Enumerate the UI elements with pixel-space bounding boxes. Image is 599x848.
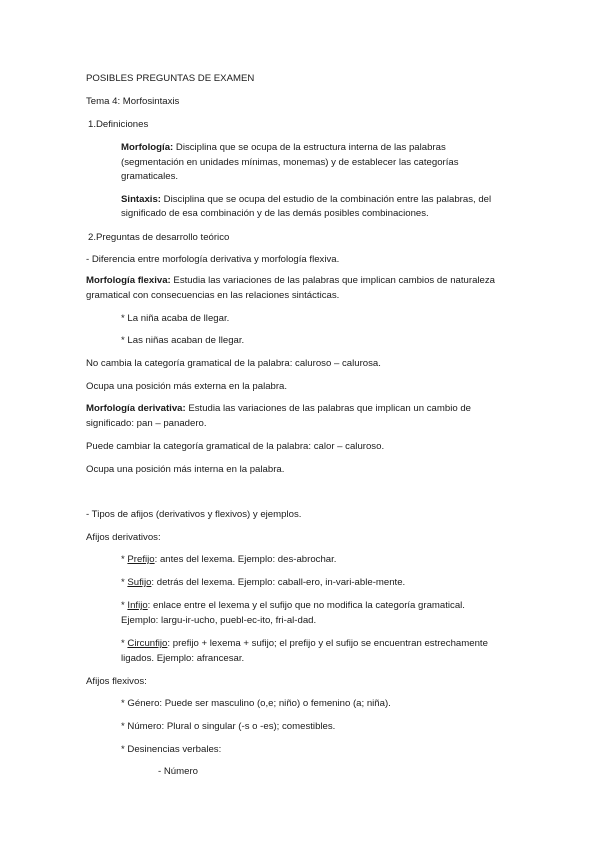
flexiva-line1 [86, 274, 495, 288]
circunfijo-text: : prefijo + lexema + sufijo; el prefijo y el sufijo se encuentran estrechamente [167, 638, 488, 649]
circunfijo-bullet: * [121, 638, 128, 649]
sufijo-bullet: * [121, 577, 128, 588]
circunfijo-item [121, 637, 488, 651]
numero-item: * Número: Plural o singular (-s o -es); comestibles. [121, 721, 336, 732]
section-desarrollo-heading: 2.Preguntas de desarrollo teórico [88, 232, 230, 243]
def-morfologia-line3: gramaticales. [121, 171, 179, 182]
afijos-flexivos-heading: Afijos flexivos: [86, 676, 147, 687]
def-morfologia-term: Morfología: [121, 142, 174, 153]
desinencias-numero-subitem: - Número [158, 766, 198, 777]
topic-heading: Tema 4: Morfosintaxis [86, 96, 180, 107]
infijo-text: : enlace entre el lexema y el sufijo que no modifica la categoría gramatical. [147, 600, 465, 611]
def-morfologia-text: Disciplina que se ocupa de la estructura interna de las palabras [173, 142, 446, 153]
sufijo-item [121, 576, 405, 590]
derivativa-note-1: Puede cambiar la categoría gramatical de la palabra: calor – caluroso. [86, 441, 385, 452]
prefijo-term: Prefijo [127, 554, 155, 565]
desinencias-item: * Desinencias verbales: [121, 744, 222, 755]
def-sintaxis-term: Sintaxis: [121, 194, 161, 205]
infijo-line2: Ejemplo: largu-ir-ucho, puebl-ec-ito, fri-al-dad. [121, 615, 317, 626]
sufijo-text: : detrás del lexema. Ejemplo: caball-ero, in-vari-able-mente. [151, 577, 406, 588]
def-sintaxis-line2: significado de esa combinación y de las demás posibles combinaciones. [121, 208, 429, 219]
section-definiciones-heading: 1.Definiciones [88, 119, 149, 130]
flexiva-line2: gramatical con consecuencias en las relaciones sintácticas. [86, 290, 340, 301]
question-diferencia: - Diferencia entre morfología derivativa y morfología flexiva. [86, 254, 340, 265]
derivativa-line2: significado: pan – panadero. [86, 418, 207, 429]
def-morfologia-line2: (segmentación en unidades mínimas, monemas) y de establecer las categorías [121, 157, 459, 168]
def-sintaxis-text: Disciplina que se ocupa del estudio de la combinación entre las palabras, del [161, 194, 492, 205]
infijo-item [121, 599, 465, 613]
def-morfologia-line1 [121, 141, 446, 155]
prefijo-bullet: * [121, 554, 128, 565]
document-title: POSIBLES PREGUNTAS DE EXAMEN [86, 73, 255, 84]
derivativa-note-2: Ocupa una posición más interna en la palabra. [86, 464, 285, 475]
derivativa-line1 [86, 402, 471, 416]
prefijo-item [121, 553, 336, 567]
derivativa-text: Estudia las variaciones de las palabras que implican un cambio de [185, 403, 471, 414]
derivativa-term: Morfología derivativa: [86, 403, 186, 414]
sufijo-term: Sufijo [127, 577, 152, 588]
infijo-term: Infijo [127, 600, 148, 611]
flexiva-example-2: * Las niñas acaban de llegar. [121, 335, 245, 346]
question-tipos-afijos: - Tipos de afijos (derivativos y flexivos) y ejemplos. [86, 509, 302, 520]
prefijo-text: : antes del lexema. Ejemplo: des-abrochar. [154, 554, 337, 565]
infijo-bullet: * [121, 600, 128, 611]
genero-item: * Género: Puede ser masculino (o,e; niño) o femenino (a; niña). [121, 698, 391, 709]
afijos-derivativos-heading: Afijos derivativos: [86, 532, 161, 543]
flexiva-term: Morfología flexiva: [86, 275, 171, 286]
def-sintaxis-line1 [121, 193, 491, 207]
flexiva-text: Estudia las variaciones de las palabras que implican cambios de naturaleza [170, 275, 496, 286]
circunfijo-line2: ligados. Ejemplo: afrancesar. [121, 653, 245, 664]
flexiva-note-2: Ocupa una posición más externa en la palabra. [86, 381, 288, 392]
flexiva-note-1: No cambia la categoría gramatical de la palabra: caluroso – calurosa. [86, 358, 381, 369]
flexiva-example-1: * La niña acaba de llegar. [121, 313, 230, 324]
circunfijo-term: Circunfijo [127, 638, 168, 649]
